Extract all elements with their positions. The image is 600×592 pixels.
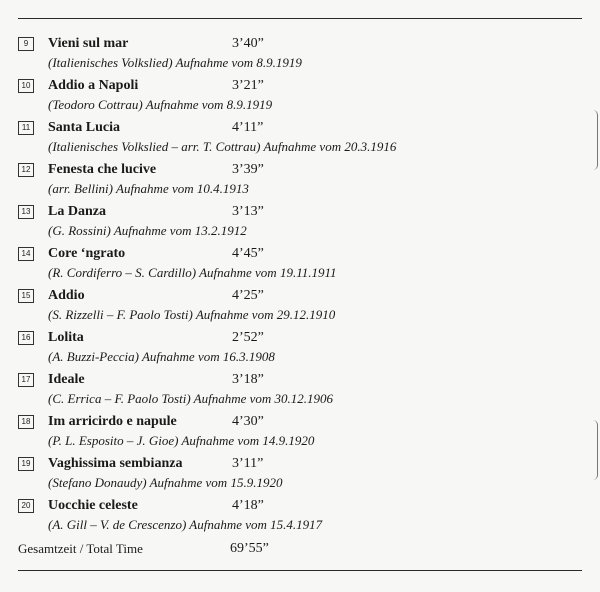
track-title: Lolita [48, 330, 84, 345]
track-item [18, 77, 578, 117]
track-credit: (C. Errica – F. Paolo Tosti) Aufnahme vom 30.12.1906 [48, 391, 334, 406]
track-duration: 4’25” [232, 288, 264, 303]
total-time-label: Gesamtzeit / Total Time [18, 541, 143, 556]
track-title: Uocchie celeste [48, 498, 138, 513]
bottom-rule [18, 570, 582, 571]
track-duration: 3’21” [232, 78, 264, 93]
track-duration: 2’52” [232, 330, 264, 345]
track-item [18, 329, 578, 369]
track-number-badge: 17 [18, 373, 34, 387]
track-credit: (A. Buzzi-Peccia) Aufnahme vom 16.3.1908 [48, 349, 275, 364]
track-item [18, 35, 578, 75]
track-item [18, 371, 578, 411]
track-title: Fenesta che lucive [48, 162, 157, 177]
track-item [18, 455, 578, 495]
track-duration: 3’40” [232, 36, 264, 51]
track-title: Core ‘ngrato [48, 246, 126, 261]
track-credit: (Italienisches Volkslied) Aufnahme vom 8.9.1919 [48, 55, 302, 70]
track-number-badge: 9 [18, 37, 34, 51]
track-duration: 4’18” [232, 498, 264, 513]
track-item [18, 119, 578, 159]
track-number-badge: 13 [18, 205, 34, 219]
track-item [18, 287, 578, 327]
track-duration: 3’11” [232, 456, 264, 471]
track-title: Addio a Napoli [48, 78, 139, 93]
track-credit: (arr. Bellini) Aufnahme vom 10.4.1913 [48, 181, 249, 196]
track-title: Im arricirdo e napule [48, 414, 177, 429]
track-duration: 3’18” [232, 372, 264, 387]
track-duration: 3’13” [232, 204, 264, 219]
track-title: Ideale [48, 372, 85, 387]
track-number-badge: 20 [18, 499, 34, 513]
track-title: Vieni sul mar [48, 36, 129, 51]
track-credit: (S. Rizzelli – F. Paolo Tosti) Aufnahme vom 29.12.1910 [48, 307, 336, 322]
page-edge-mark [593, 110, 598, 170]
track-number-badge: 11 [18, 121, 34, 135]
track-duration: 3’39” [232, 162, 264, 177]
track-item [18, 161, 578, 201]
track-credit: (G. Rossini) Aufnahme vom 13.2.1912 [48, 223, 247, 238]
total-time-value: 69’55” [230, 541, 269, 556]
track-title: Santa Lucia [48, 120, 120, 135]
track-credit: (Stefano Donaudy) Aufnahme vom 15.9.1920 [48, 475, 283, 490]
track-item [18, 203, 578, 243]
track-duration: 4’11” [232, 120, 264, 135]
track-item [18, 497, 578, 537]
track-credit: (Teodoro Cottrau) Aufnahme vom 8.9.1919 [48, 97, 273, 112]
page-edge-mark [593, 420, 598, 480]
track-title: La Danza [48, 204, 106, 219]
track-item [18, 413, 578, 453]
track-number-badge: 19 [18, 457, 34, 471]
top-rule [18, 18, 582, 19]
track-credit: (P. L. Esposito – J. Gioe) Aufnahme vom 14.9.1920 [48, 433, 315, 448]
track-credit: (Italienisches Volkslied – arr. T. Cottrau) Aufnahme vom 20.3.1916 [48, 139, 397, 154]
total-time-row [18, 540, 578, 560]
track-credit: (A. Gill – V. de Crescenzo) Aufnahme vom 15.4.1917 [48, 517, 323, 532]
track-number-badge: 14 [18, 247, 34, 261]
track-title: Vaghissima sembianza [48, 456, 183, 471]
track-number-badge: 16 [18, 331, 34, 345]
track-number-badge: 15 [18, 289, 34, 303]
track-duration: 4’45” [232, 246, 264, 261]
track-credit: (R. Cordiferro – S. Cardillo) Aufnahme vom 19.11.1911 [48, 265, 337, 280]
track-title: Addio [48, 288, 85, 303]
track-number-badge: 10 [18, 79, 34, 93]
track-number-badge: 12 [18, 163, 34, 177]
track-item [18, 245, 578, 285]
track-duration: 4’30” [232, 414, 264, 429]
track-number-badge: 18 [18, 415, 34, 429]
